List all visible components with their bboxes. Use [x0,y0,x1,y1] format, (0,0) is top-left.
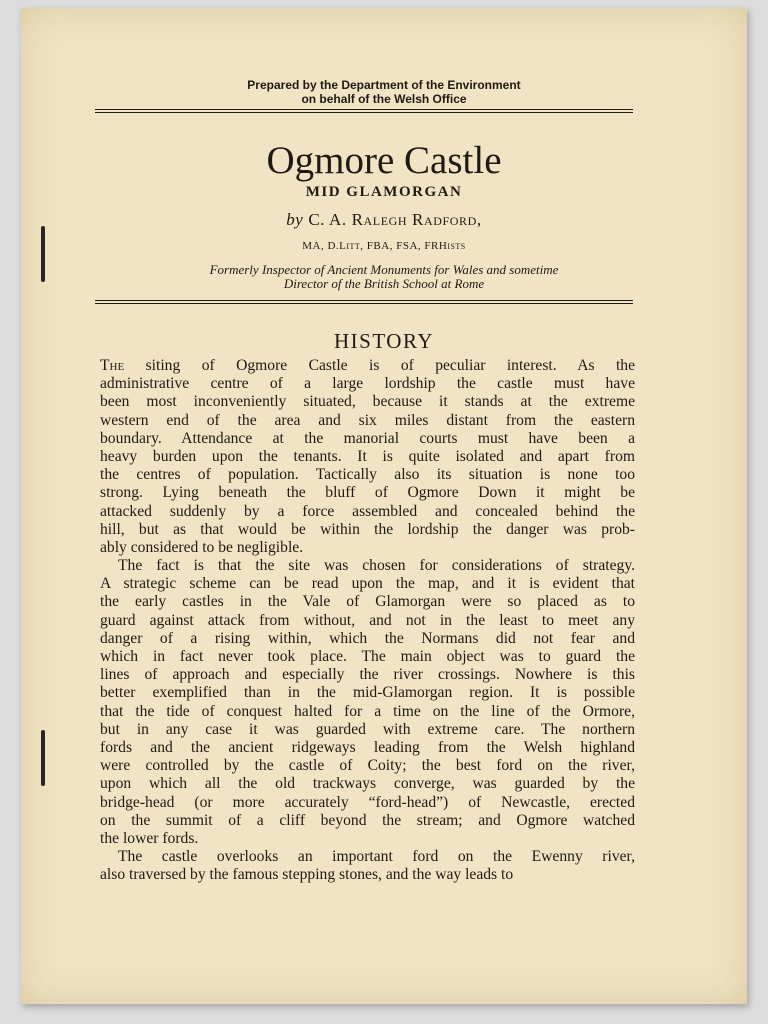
body-line [100,757,635,775]
body-line [100,812,635,830]
publisher-line-2: on behalf of the Welsh Office [301,92,467,106]
body-line [100,593,635,611]
body-line [100,848,635,866]
body-line [100,612,635,630]
body-line [100,521,635,539]
body-line-text: A strategic scheme can be read upon the map, and it is evident that [100,575,635,593]
body-text [100,357,635,884]
body-line [100,684,635,702]
body-line-text: also traversed by the famous stepping stones, and the way leads to [100,866,514,884]
body-line [100,703,635,721]
body-line-text: the early castles in the Vale of Glamorgan were so placed as to [100,593,635,611]
body-line [100,393,635,411]
body-line [100,430,635,448]
publisher-line-1: Prepared by the Department of the Environment [247,78,521,92]
body-line-text: that the tide of conquest halted for a time on the line of the Ormore, [100,702,635,720]
body-line-text: The fact is that the site was chosen for considerations of strategy. [118,557,635,575]
body-line-text: strong. Lying beneath the bluff of Ogmore Down it might be [100,484,635,502]
body-line [100,739,635,757]
author-formerly [21,263,747,291]
body-line-text: danger of a rising within, which the Normans did not fear and [100,629,635,647]
body-line [100,648,635,666]
body-line-text: on the summit of a cliff beyond the stream; and Ogmore watched [100,811,635,829]
body-line-text: administrative centre of a large lordship the castle must have [100,375,635,393]
body-line-text: siting of Ogmore Castle is of peculiar interest. As the [124,357,635,374]
body-line [100,866,635,884]
body-line [100,412,635,430]
body-line [100,666,635,684]
body-line-text: hill, but as that would be within the lordship the danger was prob- [100,520,635,538]
body-line-text: The castle overlooks an important ford on the Ewenny river, [118,848,635,866]
opening-word: The [100,357,125,374]
formerly-line-2: Director of the British School at Rome [283,276,485,291]
body-line [100,484,635,502]
body-line-text: western end of the area and six miles distant from the eastern [100,411,635,429]
body-line [100,721,635,739]
body-line [100,539,635,557]
body-line-text: lines of approach and especially the river crossings. Nowhere is this [100,666,635,684]
body-line [100,503,635,521]
top-double-rule [95,109,633,113]
body-line-text: the lower fords. [100,829,199,847]
body-line-text: guard against attack from without, and not in the least to meet any [100,611,635,629]
middle-double-rule [95,300,633,304]
staple-bottom [41,730,45,786]
body-line [100,775,635,793]
body-line-text: boundary. Attendance at the manorial courts must have been a [100,429,635,447]
body-line-text: better exemplified than in the mid-Glamorgan region. It is possible [100,684,635,702]
body-line [100,466,635,484]
body-line-text: which in fact never took place. The main object was to guard the [100,648,635,665]
body-line-text: attacked suddenly by a force assembled and concealed behind the [100,502,635,520]
publisher-note [21,78,747,106]
body-line-text: ably considered to be negligible. [100,538,304,556]
author-line [21,210,747,230]
page-title: Ogmore Castle [266,139,502,182]
body-line [100,557,635,575]
body-line [100,375,635,393]
body-line [100,448,635,466]
body-line [100,630,635,648]
body-line-text: were controlled by the castle of Coity; the best ford on the river, [100,757,635,775]
body-line-text: but in any case it was guarded with extreme care. The northern [100,720,635,738]
body-line [100,830,635,848]
body-line [100,357,635,375]
author-by: by [286,210,304,229]
body-line-text: upon which all the old trackways converge, was guarded by the [100,775,635,793]
author-name: C. A. Ralegh Radford, [308,210,482,229]
body-line-text: bridge-head (or more accurately “ford-head”) of Newcastle, erected [100,793,635,811]
author-qualifications: MA, D.Litt, FBA, FSA, FRHists [302,240,466,252]
formerly-line-1: Formerly Inspector of Ancient Monuments for Wales and sometime [209,262,559,277]
body-line-text: the centres of population. Tactically also its situation is none too [100,466,635,484]
body-line-text: been most inconveniently situated, because it stands at the extreme [100,393,635,411]
section-heading: HISTORY [334,329,434,353]
body-line [100,794,635,812]
body-line-text: heavy burden upon the tenants. It is quite isolated and apart from [100,447,635,465]
body-line-text: fords and the ancient ridgeways leading from the Welsh highland [100,738,635,756]
booklet-page [21,8,747,1004]
subtitle: MID GLAMORGAN [305,184,463,200]
body-line [100,575,635,593]
